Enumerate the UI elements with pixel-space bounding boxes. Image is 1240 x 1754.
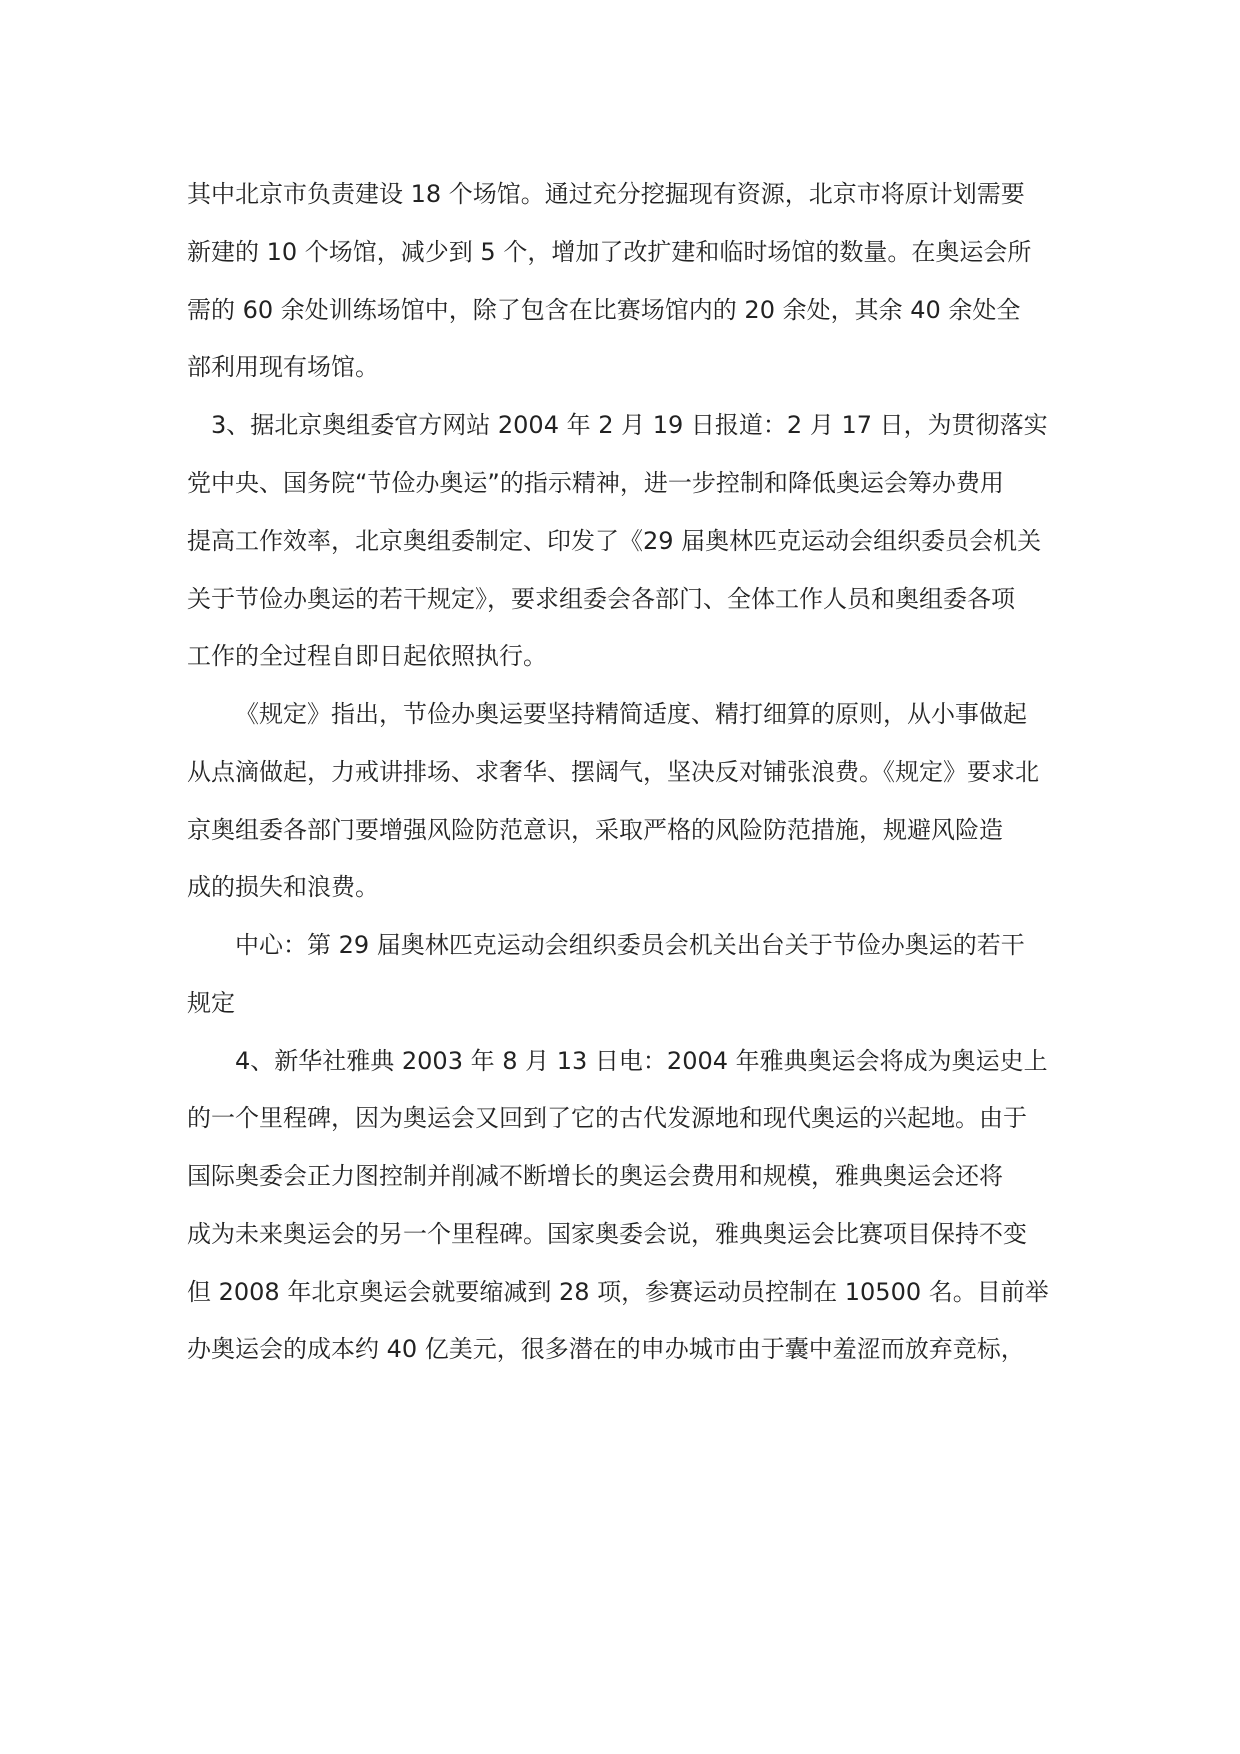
text-line: 成的损失和浪费。 [187, 873, 379, 901]
text-line: 从点滴做起，力戒讲排场、求奢华、摆阔气，坚决反对铺张浪费。《规定》要求北 [187, 758, 1039, 786]
text-line: 4、新华社雅典 2003 年 8 月 13 日电：2004 年雅典奥运会将成为奥运史上 [235, 1047, 1048, 1075]
text-line: 办奥运会的成本约 40 亿美元，很多潜在的申办城市由于囊中羞涩而放弃竞标， [187, 1335, 1025, 1363]
text-line: 提高工作效率，北京奥组委制定、印发了《29 届奥林匹克运动会组织委员会机关 [187, 527, 1042, 555]
text-line: 需的 60 余处训练场馆中，除了包含在比赛场馆内的 20 余处，其余 40 余处全 [187, 296, 1021, 324]
text-line: 关于节俭办奥运的若干规定》，要求组委会各部门、全体工作人员和奥组委各项 [187, 585, 1015, 613]
text-line: 3、据北京奥组委官方网站 2004 年 2 月 19 日报道：2 月 17 日，为贯彻落实 [211, 411, 1048, 439]
text-line: 部利用现有场馆。 [187, 353, 379, 381]
text-line: 国际奥委会正力图控制并削减不断增长的奥运会费用和规模，雅典奥运会还将 [187, 1162, 1003, 1190]
text-line: 成为未来奥运会的另一个里程碑。国家奥委会说，雅典奥运会比赛项目保持不变 [187, 1220, 1027, 1248]
text-line: 的一个里程碑，因为奥运会又回到了它的古代发源地和现代奥运的兴起地。由于 [187, 1104, 1027, 1132]
text-line: 规定 [187, 989, 235, 1017]
text-line: 《规定》指出，节俭办奥运要坚持精简适度、精打细算的原则，从小事做起 [235, 700, 1027, 728]
text-line: 党中央、国务院“节俭办奥运”的指示精神，进一步控制和降低奥运会筹办费用 [187, 469, 1004, 497]
text-line: 新建的 10 个场馆，减少到 5 个，增加了改扩建和临时场馆的数量。在奥运会所 [187, 238, 1032, 266]
text-line: 京奥组委各部门要增强风险防范意识，采取严格的风险防范措施，规避风险造 [187, 816, 1003, 844]
text-line: 但 2008 年北京奥运会就要缩减到 28 项，参赛运动员控制在 10500 名。目前举 [187, 1278, 1049, 1306]
text-line: 中心：第 29 届奥林匹克运动会组织委员会机关出台关于节俭办奥运的若干 [235, 931, 1025, 959]
text-line: 其中北京市负责建设 18 个场馆。通过充分挖掘现有资源，北京市将原计划需要 [187, 180, 1025, 208]
text-line: 工作的全过程自即日起依照执行。 [187, 642, 547, 670]
